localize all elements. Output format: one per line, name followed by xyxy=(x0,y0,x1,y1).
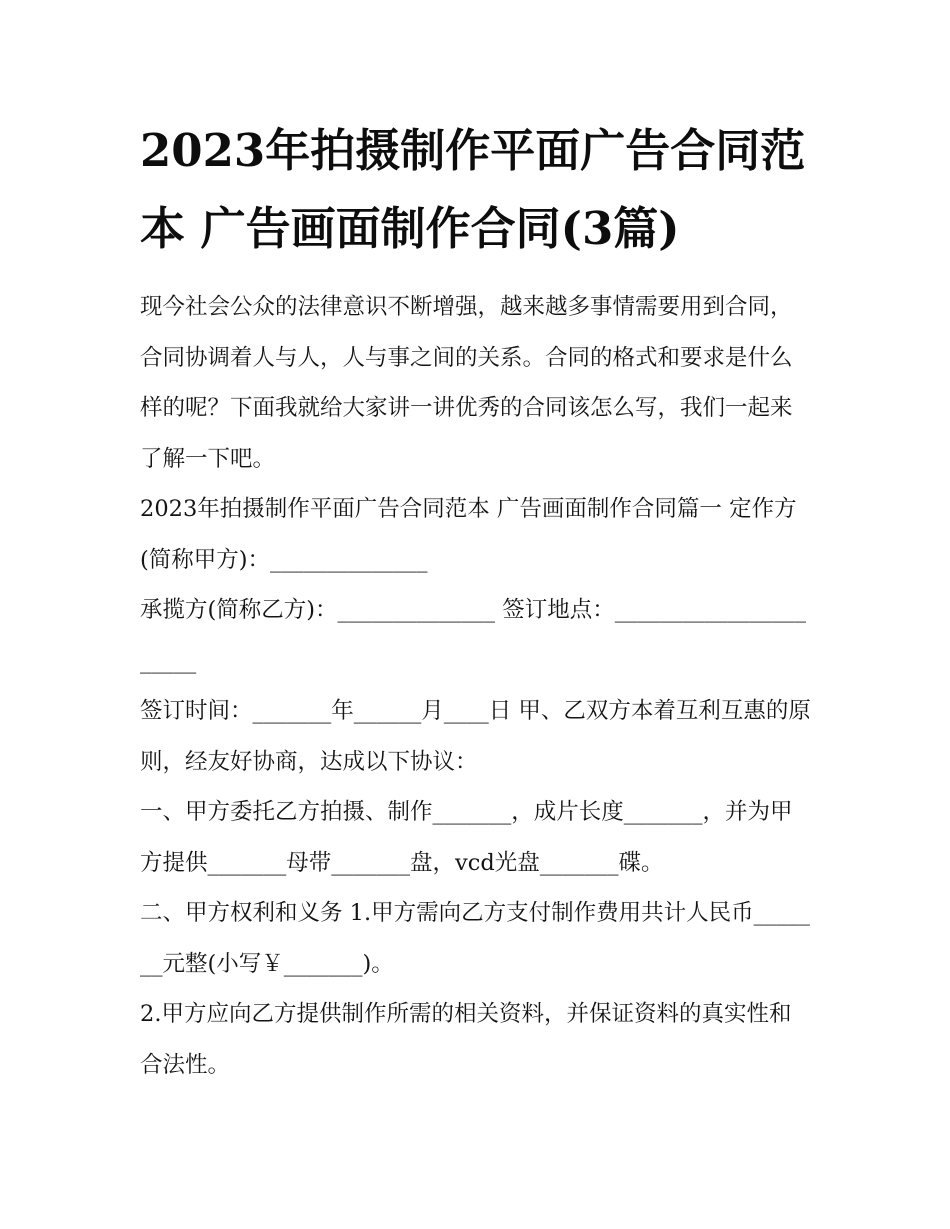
document-page xyxy=(140,112,812,1090)
clause-two-paragraph: 二、甲方权利和义务 1.甲方需向乙方支付制作费用共计人民币_______元整(小写￥_______)。 xyxy=(140,900,810,977)
clause-one-paragraph: 一、甲方委托乙方拍摄、制作_______，成片长度_______，并为甲方提供_______母带_______盘，vcd光盘_______碟。 xyxy=(140,799,793,876)
intro-paragraph: 现今社会公众的法律意识不断增强，越来越多事情需要用到合同，合同协调着人与人，人与事之间的关系。合同的格式和要求是什么样的呢？下面我就给大家讲一讲优秀的合同该怎么写，我们一起来了解一下吧。 xyxy=(140,294,793,472)
contractor-paragraph: 承揽方(简称乙方)：______________ 签订地点：______________________ xyxy=(140,597,806,674)
signing-time-paragraph: 签订时间：_______年______月____日 甲、乙双方本着互利互惠的原则，经友好协商，达成以下协议： xyxy=(140,698,811,775)
document-title: 2023年拍摄制作平面广告合同范本 广告画面制作合同(3篇) xyxy=(140,124,806,255)
contract-heading-paragraph: 2023年拍摄制作平面广告合同范本 广告画面制作合同篇一 定作方(简称甲方)：______________ xyxy=(140,496,797,573)
clause-two-item-2-paragraph: 2.甲方应向乙方提供制作所需的相关资料，并保证资料的真实性和合法性。 xyxy=(140,1001,792,1078)
